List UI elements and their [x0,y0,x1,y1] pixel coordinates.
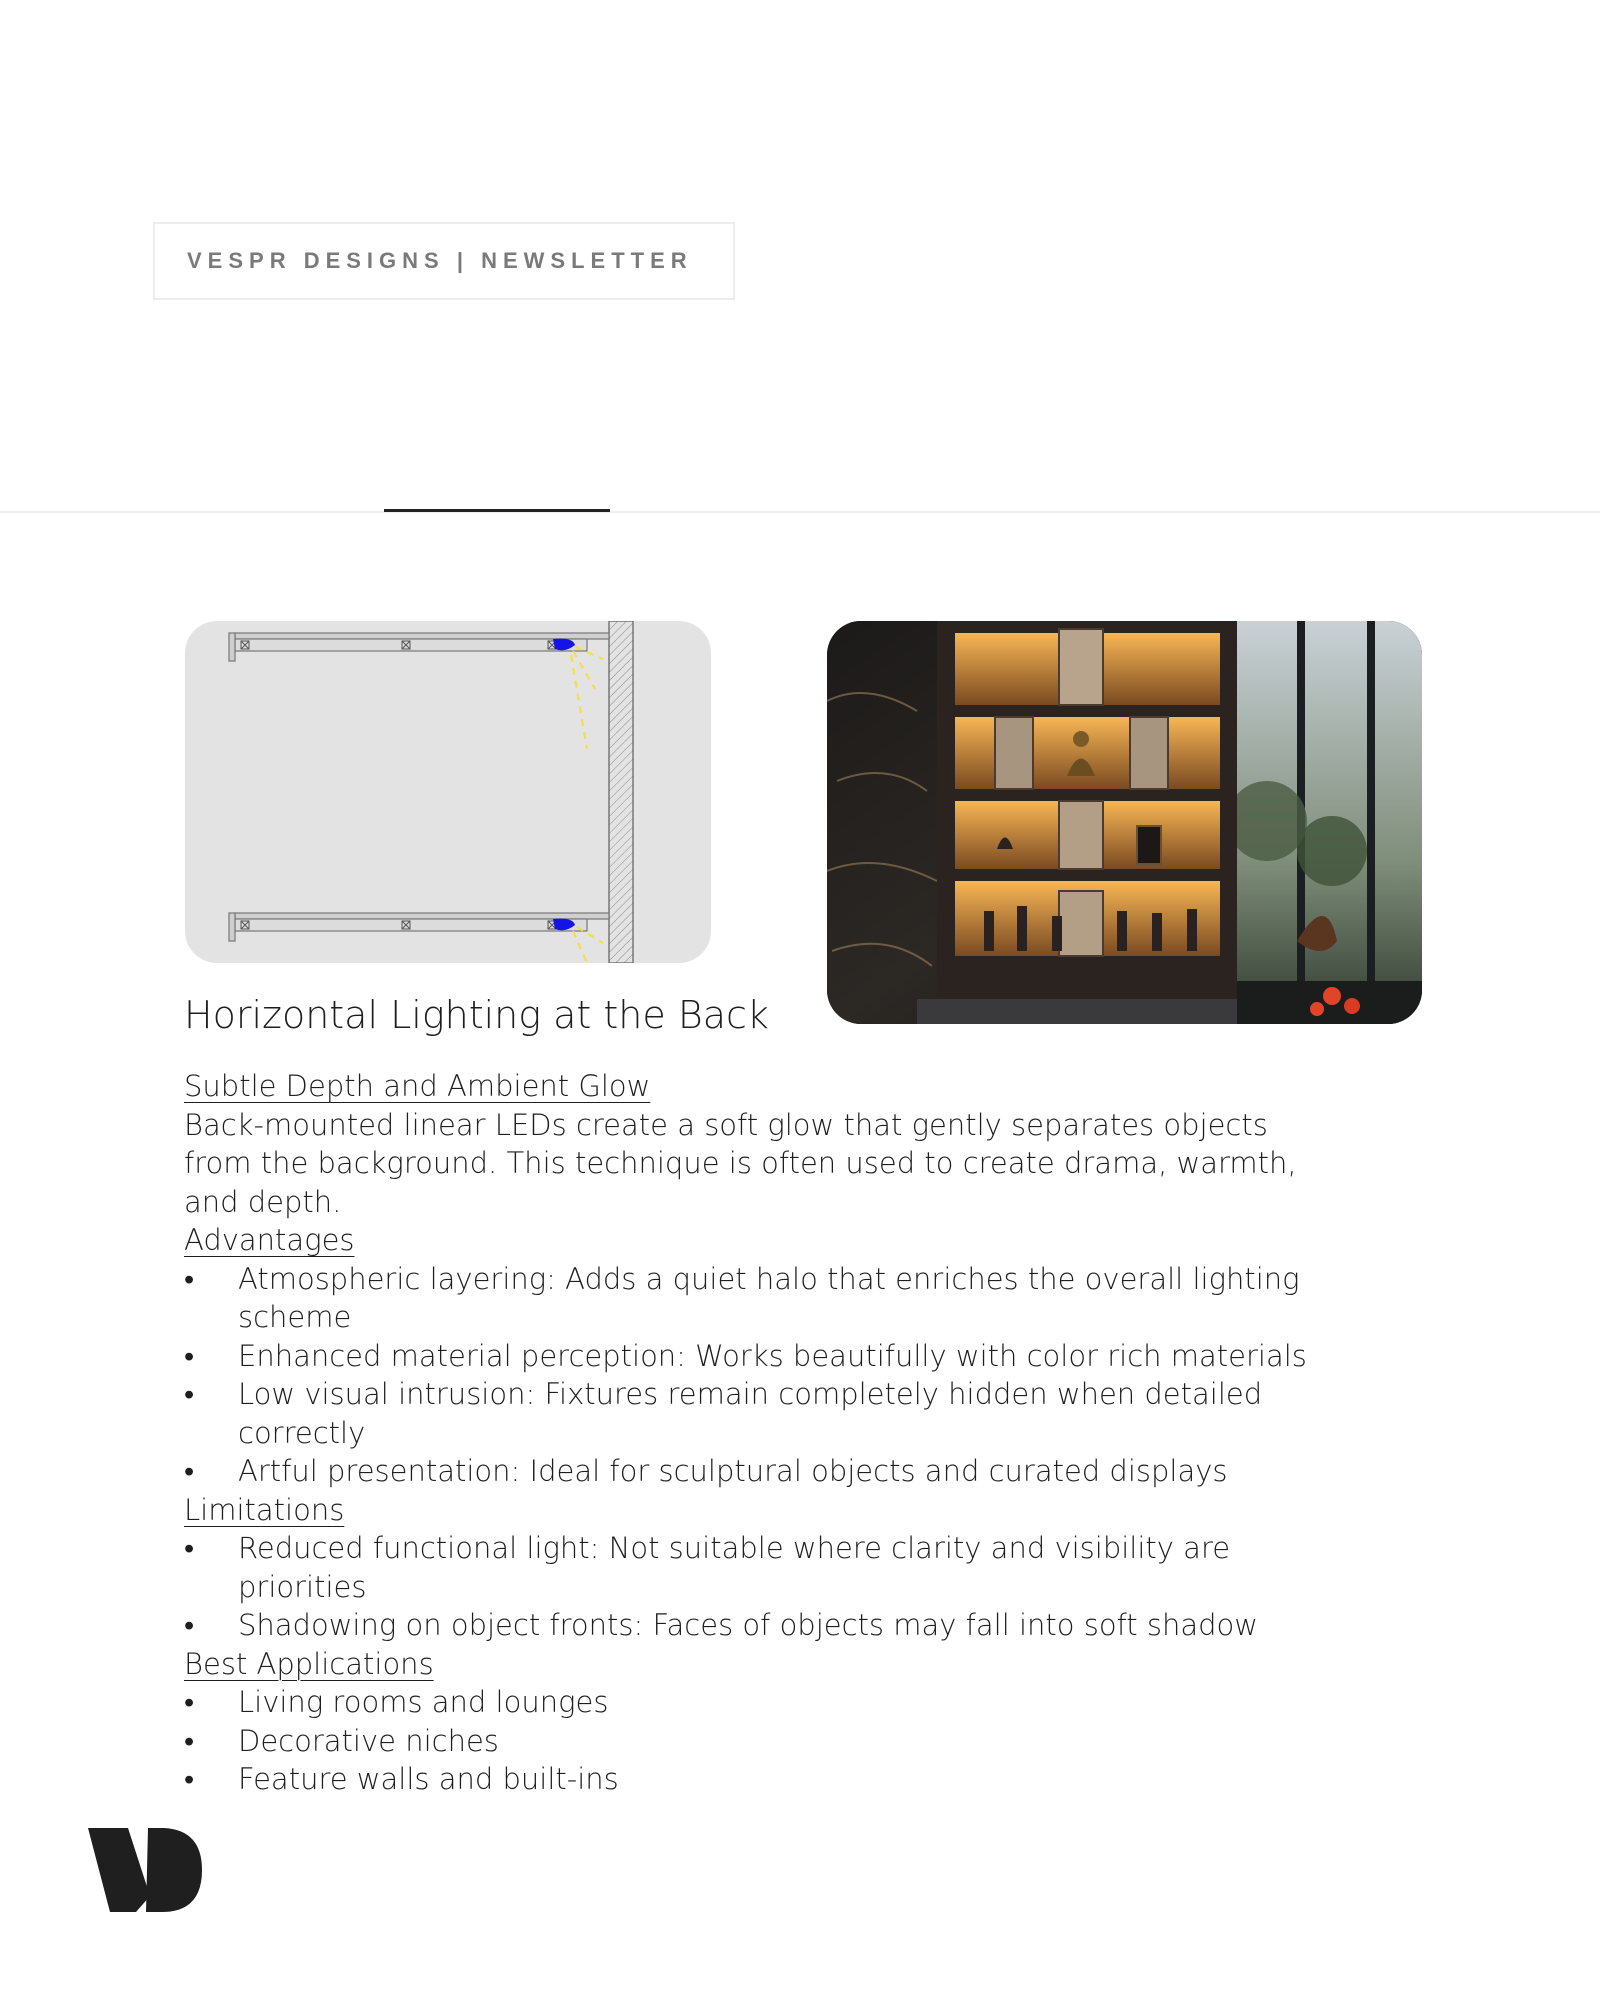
section-divider-accent [384,509,610,512]
lighting-section-diagram [185,621,711,963]
application-item: • Feature walls and built-ins [184,1760,1328,1799]
bottom-shelf [229,913,609,963]
advantage-item: • Low visual intrusion: Fixtures remain completely hidden when detailed correctly [184,1375,1328,1452]
led-beam-bottom [573,927,603,963]
application-item: • Living rooms and lounges [184,1683,1328,1722]
diagram-drawing [185,621,711,963]
led-beam-top [571,647,603,749]
article-title: Horizontal Lighting at the Back [184,993,769,1037]
newsletter-header-box [153,222,735,300]
limitation-item: • Shadowing on object fronts: Faces of objects may fall into soft shadow [184,1606,1328,1645]
back-wall [609,621,633,963]
backlit-shelving-photo [827,621,1422,1024]
application-item: • Decorative niches [184,1722,1328,1761]
shelving-illustration [827,621,1422,1024]
intro-paragraph: Back-mounted linear LEDs create a soft glow that gently separates objects from the background. This technique is often used to create drama, warmth, and depth. [184,1107,1297,1219]
limitations-heading: Limitations [184,1492,345,1527]
top-shelf [229,633,609,749]
section-divider [0,511,1600,513]
applications-heading: Best Applications [184,1646,434,1681]
advantage-item: • Atmospheric layering: Adds a quiet halo that enriches the overall lighting scheme [184,1260,1328,1337]
intro-heading: Subtle Depth and Ambient Glow [184,1069,651,1103]
limitation-item: • Reduced functional light: Not suitable where clarity and visibility are priorities [184,1529,1328,1606]
advantage-item: • Artful presentation: Ideal for sculptural objects and curated displays [184,1452,1328,1491]
newsletter-header-label: VESPR DESIGNS | NEWSLETTER [187,248,693,273]
advantage-item: • Enhanced material perception: Works beautifully with color rich materials [184,1337,1328,1376]
advantages-heading: Advantages [184,1223,355,1257]
vespr-logo-icon [88,1826,203,1914]
article-content [184,985,1384,1799]
